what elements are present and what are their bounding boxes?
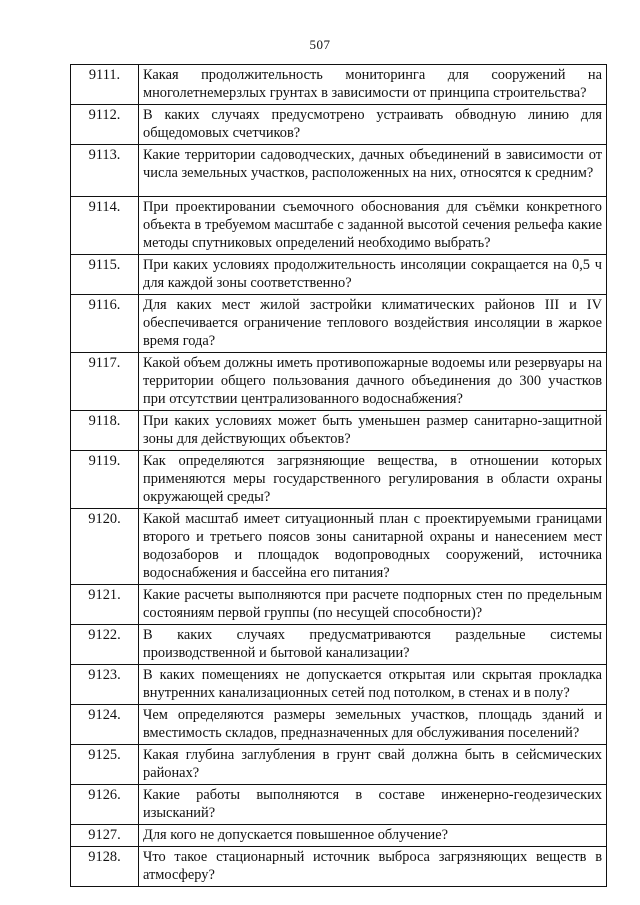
question-number: 9117. <box>71 353 139 411</box>
question-text: Какая продолжительность мониторинга для сооружений на многолетнемерзлых грунтах в зависимости от принципа строительства? <box>139 65 607 105</box>
question-text: Какие расчеты выполняются при расчете подпорных стен по предельным состояниям первой группы (по несущей способности)? <box>139 585 607 625</box>
question-text: Для кого не допускается повышенное облучение? <box>139 825 607 847</box>
table-row <box>71 197 607 255</box>
question-text: Какой масштаб имеет ситуационный план с проектируемыми границами второго и третьего поясов зоны санитарной охраны и нанесением мест водозаборов и площадок водопроводных сооружений, источника водоснабжения и бассейна его питания? <box>139 509 607 585</box>
question-number: 9124. <box>71 705 139 745</box>
question-text: Как определяются загрязняющие вещества, в отношении которых применяются меры государственного регулирования в области охраны окружающей среды? <box>139 451 607 509</box>
question-text: При проектировании съемочного обоснования для съёмки конкретного объекта в требуемом масштабе с заданной высотой сечения рельефа какие методы спутниковых определений необходимо выбрать? <box>139 197 607 255</box>
table-row <box>71 145 607 197</box>
table-row <box>71 585 607 625</box>
question-number: 9127. <box>71 825 139 847</box>
question-text: Чем определяются размеры земельных участков, площадь зданий и вместимость складов, предназначенных для обслуживания поселений? <box>139 705 607 745</box>
questions-table <box>70 64 607 887</box>
question-number: 9122. <box>71 625 139 665</box>
table-row <box>71 625 607 665</box>
question-text: Какой объем должны иметь противопожарные водоемы или резервуары на территории общего пользования дачного объединения до 300 участков при отсутствии централизованного водоснабжения? <box>139 353 607 411</box>
question-text: В каких случаях предусмотрено устраивать обводную линию для общедомовых счетчиков? <box>139 105 607 145</box>
question-number: 9123. <box>71 665 139 705</box>
question-number: 9113. <box>71 145 139 197</box>
question-number: 9126. <box>71 785 139 825</box>
question-text: В каких случаях предусматриваются раздельные системы производственной и бытовой канализации? <box>139 625 607 665</box>
table-row <box>71 847 607 887</box>
question-text: Какая глубина заглубления в грунт свай должна быть в сейсмических районах? <box>139 745 607 785</box>
table-row <box>71 105 607 145</box>
table-row <box>71 785 607 825</box>
questions-table-body <box>71 65 607 887</box>
table-row <box>71 509 607 585</box>
question-number: 9115. <box>71 255 139 295</box>
question-number: 9114. <box>71 197 139 255</box>
question-text: При каких условиях может быть уменьшен размер санитарно-защитной зоны для действующих объектов? <box>139 411 607 451</box>
question-number: 9112. <box>71 105 139 145</box>
page-number: 507 <box>309 37 331 52</box>
table-row <box>71 705 607 745</box>
question-number: 9119. <box>71 451 139 509</box>
question-number: 9116. <box>71 295 139 353</box>
question-text: Какие работы выполняются в составе инженерно-геодезических изысканий? <box>139 785 607 825</box>
question-number: 9128. <box>71 847 139 887</box>
question-number: 9111. <box>71 65 139 105</box>
question-text: Что такое стационарный источник выброса загрязняющих веществ в атмосферу? <box>139 847 607 887</box>
table-row <box>71 825 607 847</box>
question-number: 9118. <box>71 411 139 451</box>
question-text: При каких условиях продолжительность инсоляции сокращается на 0,5 ч для каждой зоны соответственно? <box>139 255 607 295</box>
question-number: 9125. <box>71 745 139 785</box>
table-row <box>71 411 607 451</box>
table-row <box>71 295 607 353</box>
question-text: Для каких мест жилой застройки климатических районов III и IV обеспечивается ограничение теплового воздействия инсоляции в жаркое время года? <box>139 295 607 353</box>
table-row <box>71 353 607 411</box>
table-row <box>71 665 607 705</box>
table-row <box>71 451 607 509</box>
table-row <box>71 65 607 105</box>
question-number: 9121. <box>71 585 139 625</box>
question-text: Какие территории садоводческих, дачных объединений в зависимости от числа земельных участков, расположенных на них, относятся к средним? <box>139 145 607 197</box>
table-row <box>71 745 607 785</box>
question-text: В каких помещениях не допускается открытая или скрытая прокладка внутренних канализационных сетей под потолком, в стенах и в полу? <box>139 665 607 705</box>
question-number: 9120. <box>71 509 139 585</box>
table-row <box>71 255 607 295</box>
